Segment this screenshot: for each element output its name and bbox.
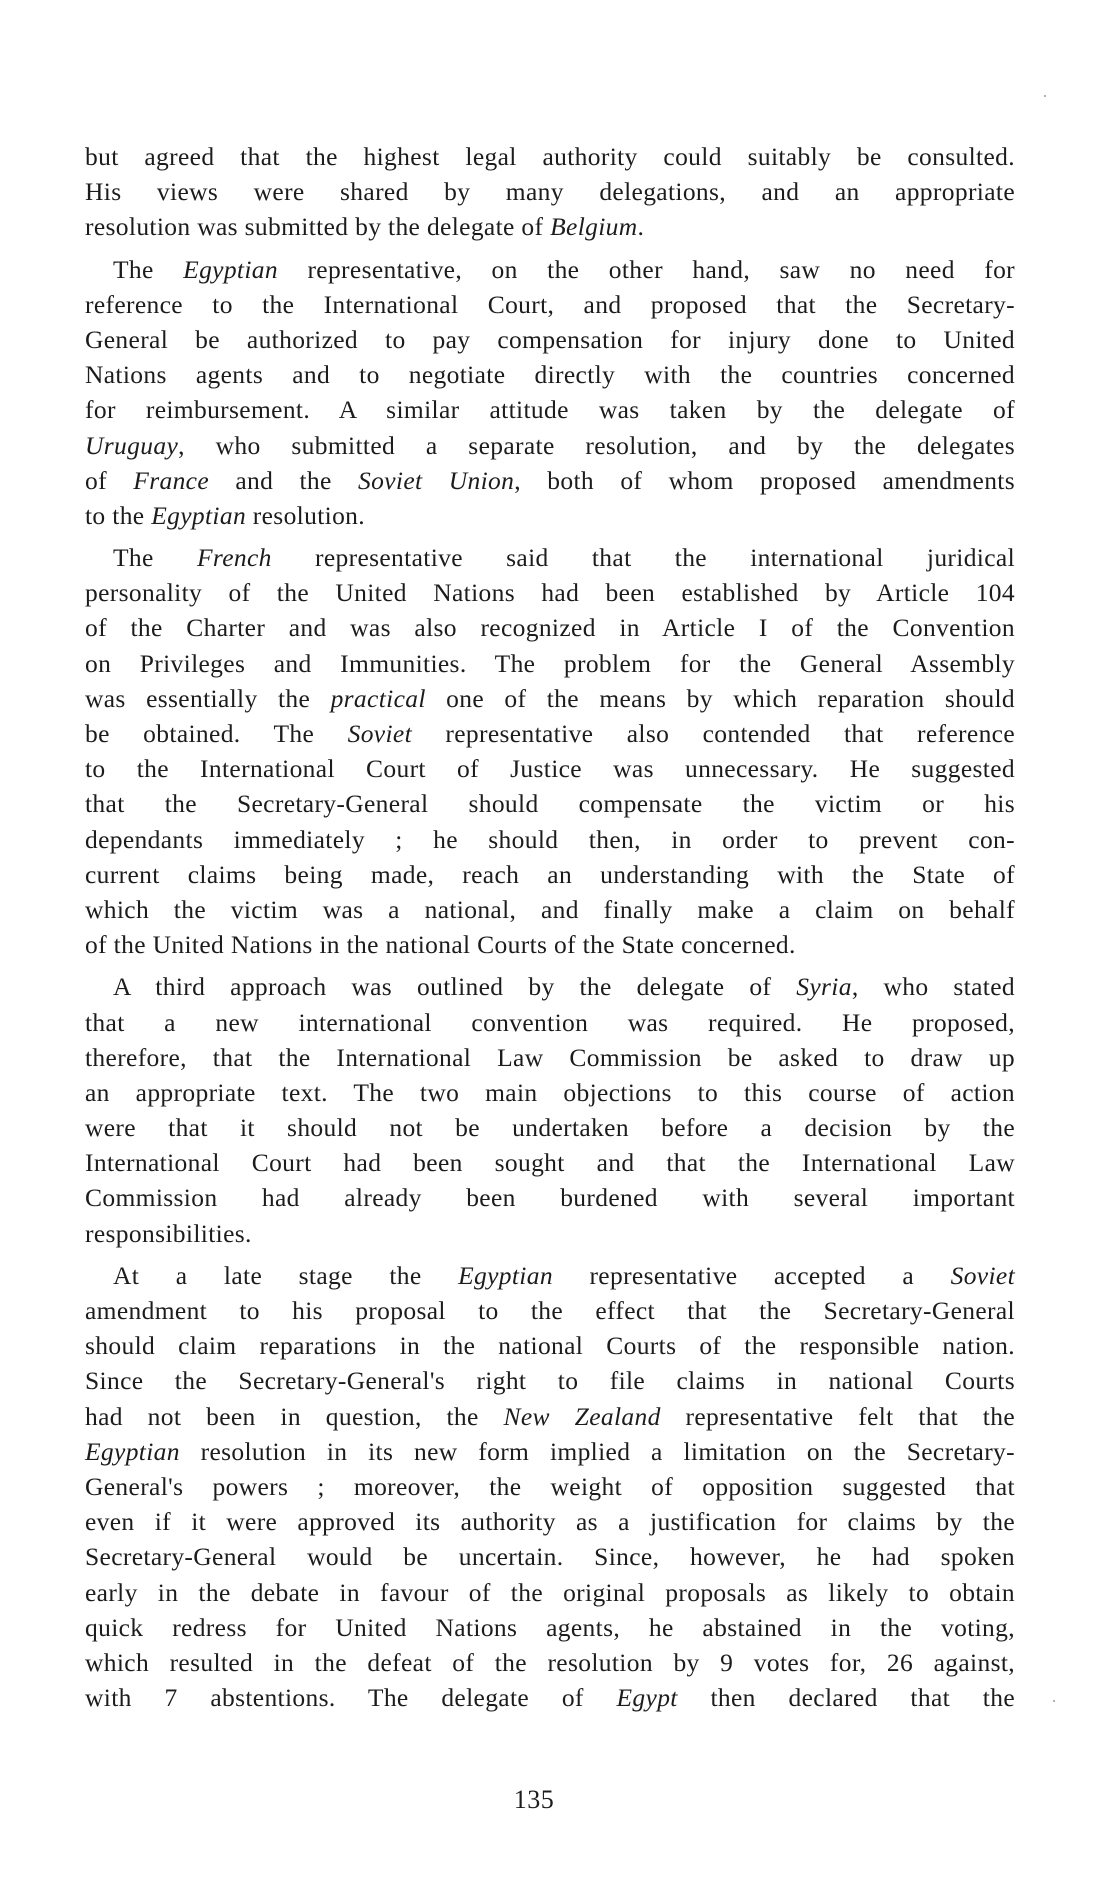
text-line <box>85 252 1015 287</box>
scan-speck <box>1044 95 1046 97</box>
text-line <box>85 1216 1015 1251</box>
text-line <box>85 646 1015 681</box>
paragraph <box>85 139 1015 245</box>
text-segment: responsibilities. <box>85 1218 252 1248</box>
text-line <box>85 1005 1015 1040</box>
italic-text: Syria <box>796 972 852 1002</box>
italic-text: New Zealand <box>503 1401 661 1431</box>
text-segment: Since the Secretary-General's right to file claims in national Courts <box>85 1366 1015 1396</box>
text-segment: resolution. <box>246 500 365 530</box>
text-line <box>85 822 1015 857</box>
text-segment: representative, on the other hand, saw no need for <box>278 254 1016 284</box>
text-segment: that the Secretary-General should compensate the victim or his <box>85 789 1015 819</box>
italic-text: Soviet Union <box>358 465 515 495</box>
italic-text: practical <box>330 683 426 713</box>
text-segment: Commission had already been burdened with several important <box>85 1183 1015 1213</box>
text-line <box>85 1434 1015 1469</box>
text-segment: resolution in its new form implied a limitation on the Secretary- <box>179 1436 1015 1466</box>
text-line <box>85 139 1015 174</box>
text-segment: therefore, that the International Law Commission be asked to draw up <box>85 1042 1015 1072</box>
text-segment: current claims being made, reach an understanding with the State of <box>85 859 1015 889</box>
text-line <box>85 287 1015 322</box>
text-segment: were that it should not be undertaken before a decision by the <box>85 1113 1015 1143</box>
text-segment: Nations agents and to negotiate directly with the countries concerned <box>85 360 1015 390</box>
italic-text: France <box>133 465 210 495</box>
text-line <box>85 1145 1015 1180</box>
text-line <box>85 969 1015 1004</box>
text-line <box>85 575 1015 610</box>
text-line <box>85 751 1015 786</box>
text-line <box>85 1293 1015 1328</box>
text-line <box>85 1575 1015 1610</box>
text-line <box>85 322 1015 357</box>
text-segment: to the International Court of Justice was unnecessary. He suggested <box>85 754 1015 784</box>
text-line <box>85 857 1015 892</box>
text-segment: on Privileges and Immunities. The problem for the General Assembly <box>85 648 1015 678</box>
text-segment: to the <box>85 500 152 530</box>
text-line <box>85 1504 1015 1539</box>
text-line <box>85 716 1015 751</box>
text-segment: had not been in question, the <box>85 1401 504 1431</box>
text-line <box>85 681 1015 716</box>
text-line <box>85 1539 1015 1574</box>
text-segment: then declared that the <box>677 1683 1015 1713</box>
text-segment: . <box>637 212 645 242</box>
text-segment: one of the means by which reparation should <box>425 683 1015 713</box>
text-segment: , who submitted a separate resolution, and by the delegates <box>178 430 1015 460</box>
italic-text: Egyptian <box>151 500 247 530</box>
italic-text: Uruguay <box>85 430 179 460</box>
text-segment: which resulted in the defeat of the resolution by 9 votes for, 26 against, <box>85 1647 1015 1677</box>
text-segment: , who stated <box>851 972 1015 1002</box>
text-segment: representative felt that the <box>660 1401 1015 1431</box>
paragraph <box>85 1258 1015 1715</box>
text-segment: reference to the International Court, and proposed that the Secretary- <box>85 289 1015 319</box>
text-segment: resolution was submitted by the delegate of <box>85 212 551 242</box>
text-segment: representative said that the international juridical <box>271 543 1016 573</box>
paragraph <box>85 252 1015 534</box>
text-segment: should claim reparations in the national Courts of the responsible nation. <box>85 1331 1015 1361</box>
text-segment: amendment to his proposal to the effect that the Secretary-General <box>85 1296 1015 1325</box>
italic-text: Egyptian <box>183 254 279 284</box>
text-segment: early in the debate in favour of the original proposals as likely to obtain <box>85 1577 1015 1607</box>
text-line <box>85 209 1015 244</box>
text-line <box>85 392 1015 427</box>
text-segment: with 7 abstentions. The delegate of <box>85 1683 617 1713</box>
text-segment: dependants immediately ; he should then, in order to prevent con- <box>85 824 1015 854</box>
italic-text: French <box>196 543 272 573</box>
text-line <box>85 786 1015 821</box>
text-segment: , both of whom proposed amendments <box>514 465 1015 495</box>
italic-text: Soviet <box>347 719 412 748</box>
text-line <box>85 1680 1015 1715</box>
text-line <box>85 1645 1015 1680</box>
text-segment: A third approach was outlined by the delegate of <box>113 972 797 1002</box>
paragraph <box>85 540 1015 962</box>
text-segment: for reimbursement. A similar attitude was taken by the delegate of <box>85 395 1015 425</box>
text-line <box>85 1258 1015 1293</box>
text-segment: of the United Nations in the national Courts of the State concerned. <box>85 930 796 960</box>
text-line <box>85 1363 1015 1398</box>
text-segment: quick redress for United Nations agents, he abstained in the voting, <box>85 1612 1015 1642</box>
text-segment: of <box>85 465 134 495</box>
text-segment: of the Charter and was also recognized in Article I of the Convention <box>85 613 1015 643</box>
text-segment: be obtained. The <box>85 719 348 748</box>
text-line <box>85 610 1015 645</box>
scan-speck <box>1053 1700 1055 1702</box>
text-line <box>85 1328 1015 1363</box>
italic-text: Egyptian <box>458 1260 553 1290</box>
text-segment: that a new international convention was required. He proposed, <box>85 1007 1015 1037</box>
text-line <box>85 498 1015 533</box>
text-segment: but agreed that the highest legal authority could suitably be consulted. <box>85 142 1015 171</box>
paragraph <box>85 969 1015 1251</box>
text-line <box>85 357 1015 392</box>
text-line <box>85 540 1015 575</box>
text-segment: an appropriate text. The two main objections to this course of action <box>85 1077 1015 1107</box>
text-line <box>85 428 1015 463</box>
text-line <box>85 1180 1015 1215</box>
text-segment: was essentially the <box>85 683 331 713</box>
italic-text: Egypt <box>616 1683 678 1713</box>
text-line <box>85 892 1015 927</box>
text-segment: General's powers ; moreover, the weight of opposition suggested that <box>85 1471 1015 1501</box>
body-text <box>85 139 1015 1722</box>
text-line <box>85 1075 1015 1110</box>
italic-text: Belgium <box>550 212 638 242</box>
text-segment: At a late stage the <box>113 1260 459 1290</box>
text-segment: even if it were approved its authority as a justification for claims by the <box>85 1507 1015 1537</box>
page-number: 135 <box>513 1785 555 1814</box>
text-segment: representative accepted a <box>552 1260 951 1290</box>
text-segment: His views were shared by many delegations, and an appropriate <box>85 177 1015 207</box>
text-segment: Secretary-General would be uncertain. Since, however, he had spoken <box>85 1542 1015 1572</box>
text-segment: which the victim was a national, and finally make a claim on behalf <box>85 894 1015 924</box>
italic-text: Soviet <box>950 1260 1015 1290</box>
text-line <box>85 1469 1015 1504</box>
text-segment: and the <box>209 465 359 495</box>
text-line <box>85 463 1015 498</box>
text-line <box>85 1110 1015 1145</box>
italic-text: Egyptian <box>85 1436 180 1466</box>
text-segment: International Court had been sought and that the International Law <box>85 1148 1015 1178</box>
text-line <box>85 1040 1015 1075</box>
text-segment: personality of the United Nations had been established by Article 104 <box>85 578 1015 608</box>
text-line <box>85 174 1015 209</box>
text-line <box>85 1610 1015 1645</box>
text-segment: The <box>113 254 184 284</box>
text-segment: General be authorized to pay compensation for injury done to United <box>85 324 1015 354</box>
text-segment: The <box>113 543 197 573</box>
text-segment: representative also contended that reference <box>412 719 1016 748</box>
text-line <box>85 927 1015 962</box>
text-line <box>85 1399 1015 1434</box>
